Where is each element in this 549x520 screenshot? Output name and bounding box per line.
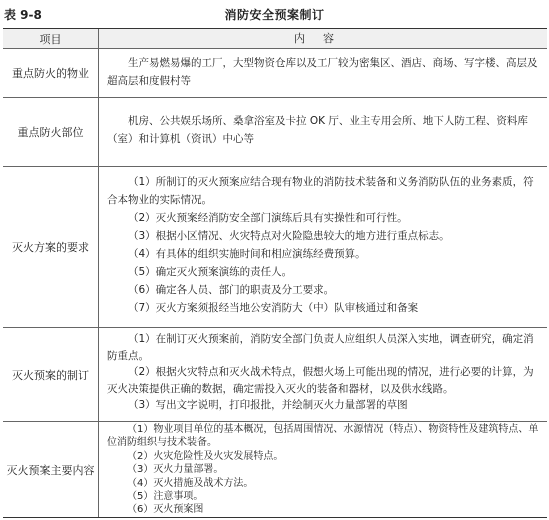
header-content: 内容 <box>294 31 352 45</box>
row-item: 重点防火部位 <box>3 98 99 166</box>
table-row <box>3 167 547 328</box>
content-line: 机房、公共娱乐场所、桑拿浴室及卡拉 OK 厅、业主专用会所、地下人防工程、资料库（室）和计算机（资讯）中心等 <box>107 115 528 145</box>
content-line: （7）灭火方案须报经当地公安消防大（中）队审核通过和备案 <box>128 302 419 314</box>
header-item: 项目 <box>3 29 99 48</box>
row-content <box>99 49 547 97</box>
content-line: （3）写出文字说明，打印报批，并绘制灭火力量部署的草图 <box>128 399 408 411</box>
row-content <box>99 328 547 421</box>
content-line: （4）有具体的组织实施时间和相应演练经费预算。 <box>128 248 366 260</box>
content-line: （3）根据小区情况、火灾特点对火险隐患较大的地方进行重点标志。 <box>128 230 450 242</box>
content-line: （5）确定灭火预案演练的责任人。 <box>128 266 293 278</box>
row-content <box>99 167 547 327</box>
content-line: （2）火灾危险性及火灾发展特点。 <box>127 450 284 462</box>
content-line: （6）灭火预案图 <box>127 504 204 516</box>
content-line: （1）物业项目单位的基本概况，包括周围情况、水源情况（特点）、物资特性及建筑特点、单位消防组织与技术装备。 <box>107 424 539 449</box>
row-item: 灭火方案的要求 <box>3 167 99 327</box>
content-line: （3）灭火力量部署。 <box>127 464 224 476</box>
table-number: 表 9-8 <box>4 8 42 22</box>
fire-plan-table <box>3 28 547 518</box>
row-item: 灭火预案的制订 <box>3 328 99 421</box>
content-line: （1）在制订灭火预案前，消防安全部门负责人应组织人员深入实地，调查研究，确定消防重点。 <box>107 333 534 362</box>
table-caption <box>4 6 545 24</box>
table-row <box>3 422 547 517</box>
content-line: （6）确定各人员、部门的职责及分工要求。 <box>128 284 335 296</box>
content-line: 生产易燃易爆的工厂，大型物资仓库以及工厂较为密集区、酒店、商场、写字楼、高层及超高层和度假村等 <box>107 57 538 87</box>
content-line: （4）灭火措施及战术方法。 <box>127 477 254 489</box>
content-line: （1）所制订的灭火预案应结合现有物业的消防技术装备和义务消防队伍的业务素质，符合本物业的实际情况。 <box>107 176 534 206</box>
content-line: （2）灭火预案经消防安全部门演练后具有实操性和可行性。 <box>128 212 408 224</box>
row-content <box>99 422 547 517</box>
content-line: （5）注意事项。 <box>127 491 204 503</box>
row-item: 灭火预案主要内容 <box>3 422 99 517</box>
row-content <box>99 98 547 166</box>
table-row <box>3 49 547 98</box>
table-header-row <box>3 29 547 49</box>
table-title: 消防安全预案制订 <box>224 8 325 22</box>
table-row <box>3 328 547 422</box>
table-row <box>3 98 547 167</box>
row-item: 重点防火的物业 <box>3 49 99 97</box>
content-line: （2）根据火灾特点和灭火战术特点，假想火场上可能出现的情况，进行必要的计算，为灭火决策提供正确的数据，确定需投入灭火的装备和器材，以及供水线路。 <box>107 366 534 395</box>
